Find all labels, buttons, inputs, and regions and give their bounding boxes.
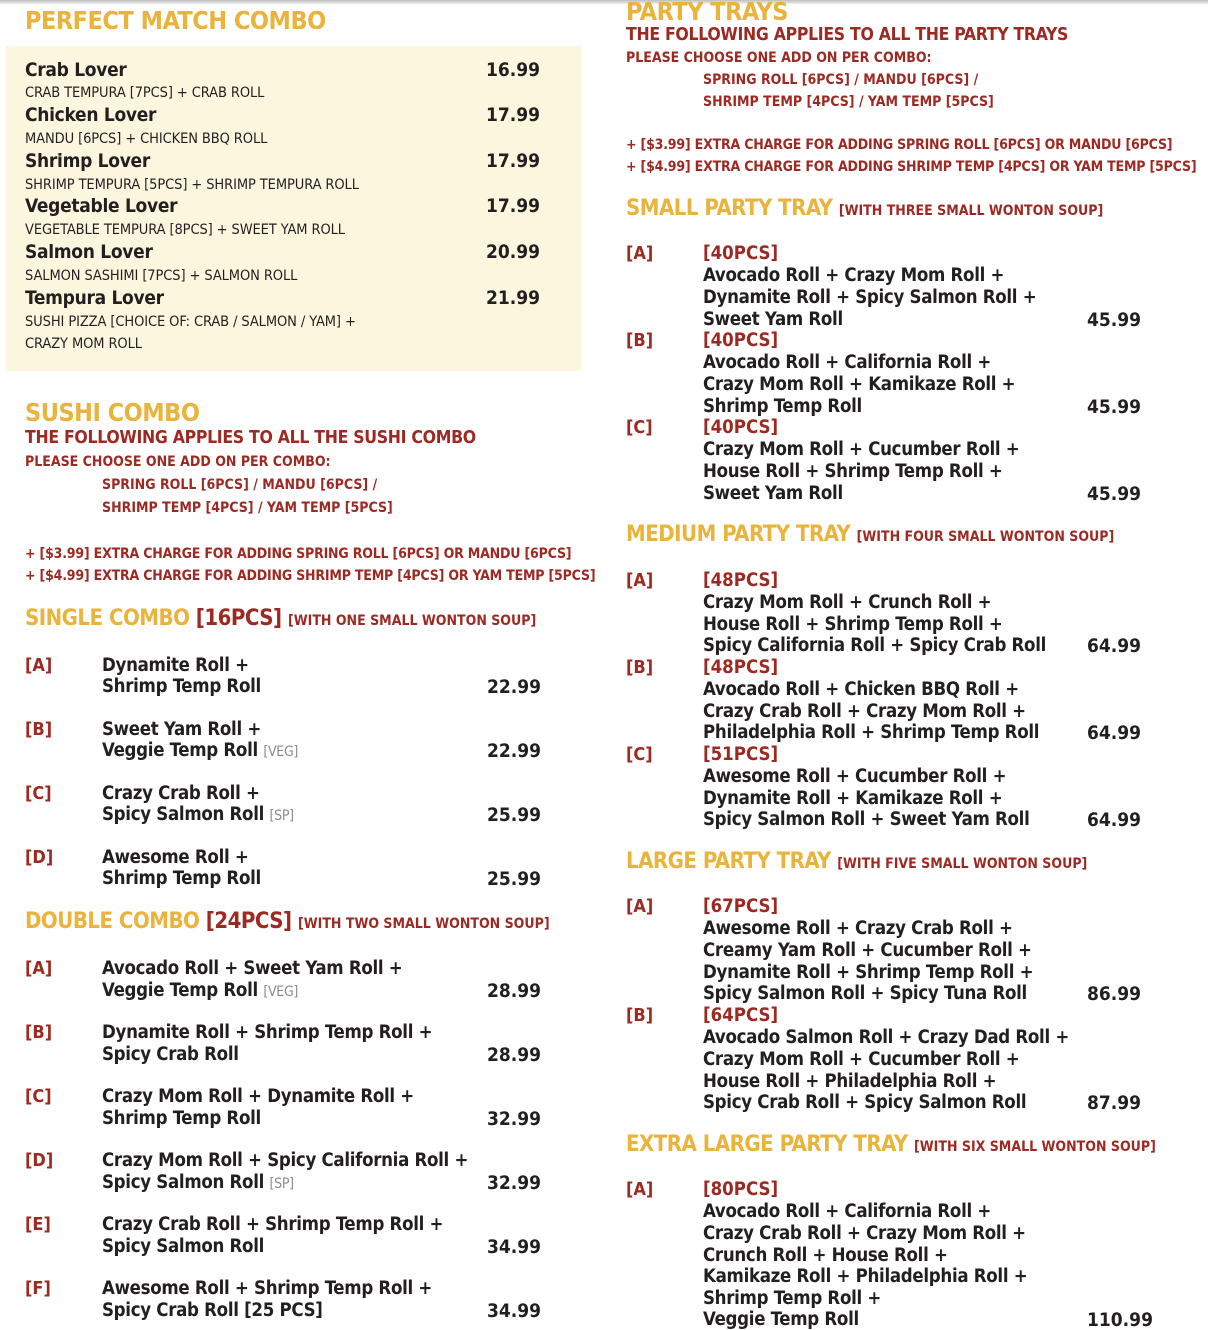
small-tray-title — [626, 196, 1103, 221]
tray-pcs: [40PCS] — [703, 330, 779, 351]
single-combo-label: SINGLE COMBO — [25, 606, 196, 631]
item-line — [102, 804, 294, 825]
party-trays-title: PARTY TRAYS — [626, 0, 788, 26]
tray-pcs: [48PCS] — [703, 570, 779, 591]
tray-pcs: [67PCS] — [703, 896, 779, 917]
tray-price: 45.99 — [1087, 396, 1142, 418]
tray-line: Dynamite Roll + Kamikaze Roll + — [703, 788, 1003, 809]
perfect-match-box — [6, 46, 581, 371]
item-line — [102, 980, 298, 1001]
item-letter: [D] — [25, 1150, 54, 1171]
combo-desc: SUSHI PIZZA [CHOICE OF: CRAB / SALMON / YAM] + — [25, 314, 356, 330]
tray-line: Sweet Yam Roll — [703, 309, 843, 330]
sushi-applies-note: THE FOLLOWING APPLIES TO ALL THE SUSHI COMBO — [25, 428, 476, 448]
tray-line: Spicy California Roll + Spicy Crab Roll — [703, 635, 1046, 656]
item-line — [102, 1172, 294, 1193]
tray-letter: [A] — [626, 570, 654, 591]
tray-line: House Roll + Philadelphia Roll + — [703, 1071, 997, 1092]
tray-price: 64.99 — [1087, 635, 1142, 657]
tray-price: 86.99 — [1087, 983, 1142, 1005]
tray-price: 110.99 — [1087, 1309, 1153, 1330]
item-line: Dynamite Roll + — [102, 655, 249, 676]
tray-line: Awesome Roll + Crazy Crab Roll + — [703, 918, 1013, 939]
tray-line: House Roll + Shrimp Temp Roll + — [703, 461, 1003, 482]
tray-line: Awesome Roll + Cucumber Roll + — [703, 766, 1007, 787]
veg-tag: [VEG] — [263, 744, 299, 760]
tray-line: Philadelphia Roll + Shrimp Temp Roll — [703, 722, 1040, 743]
combo-price: 16.99 — [486, 59, 541, 81]
item-price: 28.99 — [487, 1044, 542, 1066]
single-combo-pcs: [16PCS] — [195, 606, 282, 631]
tray-pcs: [40PCS] — [703, 243, 779, 264]
combo-desc: MANDU [6PCS] + CHICKEN BBQ ROLL — [25, 131, 268, 147]
tray-line: Avocado Roll + California Roll + — [703, 1201, 992, 1222]
tray-line: Avocado Roll + Chicken BBQ Roll + — [703, 679, 1019, 700]
item-line: Awesome Roll + Shrimp Temp Roll + — [102, 1278, 433, 1299]
item-line — [102, 740, 298, 761]
tray-line: Dynamite Roll + Shrimp Temp Roll + — [703, 962, 1034, 983]
tray-pcs: [48PCS] — [703, 657, 779, 678]
item-letter: [D] — [25, 847, 54, 868]
medium-tray-note: [WITH FOUR SMALL WONTON SOUP] — [856, 529, 1115, 545]
sushi-addon-options: SHRIMP TEMP [4PCS] / YAM TEMP [5PCS] — [102, 500, 393, 516]
combo-desc: CRAB TEMPURA [7PCS] + CRAB ROLL — [25, 85, 265, 101]
large-tray-note: [WITH FIVE SMALL WONTON SOUP] — [837, 856, 1088, 872]
tray-line: Shrimp Temp Roll — [703, 396, 862, 417]
tray-line: House Roll + Shrimp Temp Roll + — [703, 614, 1003, 635]
tray-letter: [C] — [626, 744, 653, 765]
tray-letter: [B] — [626, 657, 654, 678]
item-price: 34.99 — [487, 1236, 542, 1258]
sushi-extra-charge: + [$3.99] EXTRA CHARGE FOR ADDING SPRING ROLL [6PCS] OR MANDU [6PCS] — [25, 546, 572, 562]
combo-name: Crab Lover — [25, 59, 127, 81]
tray-line: Avocado Roll + Crazy Mom Roll + — [703, 265, 1005, 286]
item-letter: [E] — [25, 1214, 51, 1235]
item-line: Shrimp Temp Roll — [102, 1108, 261, 1129]
party-extra-charge: + [$3.99] EXTRA CHARGE FOR ADDING SPRING ROLL [6PCS] OR MANDU [6PCS] — [626, 137, 1173, 153]
tray-line: Spicy Crab Roll + Spicy Salmon Roll — [703, 1092, 1027, 1113]
tray-line: Spicy Salmon Roll + Spicy Tuna Roll — [703, 983, 1027, 1004]
tray-price: 64.99 — [1087, 722, 1142, 744]
right-column — [610, 0, 1208, 1330]
tray-letter: [B] — [626, 1005, 654, 1026]
combo-name: Shrimp Lover — [25, 150, 150, 172]
large-tray-title — [626, 849, 1087, 874]
tray-letter: [A] — [626, 1179, 654, 1200]
tray-line: Veggie Temp Roll — [703, 1309, 859, 1330]
item-line-text: Spicy Salmon Roll — [102, 1172, 270, 1193]
xl-tray-label: EXTRA LARGE PARTY TRAY — [626, 1132, 915, 1157]
item-line: Spicy Salmon Roll — [102, 1236, 264, 1257]
tray-pcs: [51PCS] — [703, 744, 779, 765]
single-combo-note: [WITH ONE SMALL WONTON SOUP] — [288, 613, 537, 629]
small-tray-label: SMALL PARTY TRAY — [626, 196, 839, 221]
item-line: Dynamite Roll + Shrimp Temp Roll + — [102, 1022, 433, 1043]
item-letter: [A] — [25, 958, 53, 979]
single-combo-title — [25, 606, 536, 631]
combo-price: 17.99 — [486, 150, 541, 172]
item-price: 34.99 — [487, 1300, 542, 1322]
combo-name: Chicken Lover — [25, 104, 157, 126]
item-line: Crazy Mom Roll + Spicy California Roll + — [102, 1150, 469, 1171]
item-price: 25.99 — [487, 868, 542, 890]
sushi-addon-options: SPRING ROLL [6PCS] / MANDU [6PCS] / — [102, 477, 378, 493]
tray-line: Crazy Mom Roll + Kamikaze Roll + — [703, 374, 1016, 395]
item-line-text: Veggie Temp Roll — [102, 980, 264, 1001]
tray-line: Dynamite Roll + Spicy Salmon Roll + — [703, 287, 1037, 308]
combo-desc: CRAZY MOM ROLL — [25, 336, 142, 352]
tray-letter: [A] — [626, 243, 654, 264]
double-combo-title — [25, 909, 550, 934]
perfect-match-title: PERFECT MATCH COMBO — [25, 6, 326, 35]
tray-line: Sweet Yam Roll — [703, 483, 843, 504]
tray-line: Crazy Mom Roll + Crunch Roll + — [703, 592, 992, 613]
medium-tray-title — [626, 522, 1114, 547]
combo-price: 20.99 — [486, 241, 541, 263]
sushi-combo-title: SUSHI COMBO — [25, 398, 200, 427]
tray-line: Spicy Salmon Roll + Sweet Yam Roll — [703, 809, 1030, 830]
item-letter: [C] — [25, 783, 52, 804]
double-combo-label: DOUBLE COMBO — [25, 909, 206, 934]
item-line: Crazy Crab Roll + — [102, 783, 260, 804]
item-line: Shrimp Temp Roll — [102, 868, 261, 889]
spicy-tag: [SP] — [269, 1176, 294, 1192]
item-price: 32.99 — [487, 1172, 542, 1194]
tray-pcs: [80PCS] — [703, 1179, 779, 1200]
combo-price: 21.99 — [486, 287, 541, 309]
medium-tray-label: MEDIUM PARTY TRAY — [626, 522, 857, 547]
item-letter: [A] — [25, 655, 53, 676]
item-price: 25.99 — [487, 804, 542, 826]
item-price: 28.99 — [487, 980, 542, 1002]
tray-price: 87.99 — [1087, 1092, 1142, 1114]
double-combo-note: [WITH TWO SMALL WONTON SOUP] — [298, 916, 550, 932]
item-line: Spicy Crab Roll [25 PCS] — [102, 1300, 323, 1321]
small-tray-note: [WITH THREE SMALL WONTON SOUP] — [838, 203, 1104, 219]
item-line: Crazy Crab Roll + Shrimp Temp Roll + — [102, 1214, 444, 1235]
item-letter: [C] — [25, 1086, 52, 1107]
item-line: Spicy Crab Roll — [102, 1044, 239, 1065]
combo-desc: SHRIMP TEMPURA [5PCS] + SHRIMP TEMPURA ROLL — [25, 177, 359, 193]
combo-price: 17.99 — [486, 104, 541, 126]
veg-tag: [VEG] — [263, 984, 299, 1000]
spicy-tag: [SP] — [269, 808, 294, 824]
item-line-text: Veggie Temp Roll — [102, 740, 264, 761]
tray-line: Crazy Mom Roll + Cucumber Roll + — [703, 439, 1020, 460]
tray-line: Creamy Yam Roll + Cucumber Roll + — [703, 940, 1032, 961]
xl-tray-note: [WITH SIX SMALL WONTON SOUP] — [914, 1139, 1156, 1155]
tray-letter: [B] — [626, 330, 654, 351]
party-addon-options: SPRING ROLL [6PCS] / MANDU [6PCS] / — [703, 72, 979, 88]
party-applies-note: THE FOLLOWING APPLIES TO ALL THE PARTY TRAYS — [626, 25, 1069, 45]
tray-pcs: [64PCS] — [703, 1005, 779, 1026]
xl-tray-title — [626, 1132, 1156, 1157]
item-line: Awesome Roll + — [102, 847, 249, 868]
item-price: 32.99 — [487, 1108, 542, 1130]
tray-line: Crazy Mom Roll + Cucumber Roll + — [703, 1049, 1020, 1070]
double-combo-pcs: [24PCS] — [205, 909, 292, 934]
item-line: Avocado Roll + Sweet Yam Roll + — [102, 958, 403, 979]
item-letter: [F] — [25, 1278, 51, 1299]
item-line: Crazy Mom Roll + Dynamite Roll + — [102, 1086, 414, 1107]
tray-price: 64.99 — [1087, 809, 1142, 831]
tray-line: Avocado Roll + California Roll + — [703, 352, 992, 373]
tray-price: 45.99 — [1087, 483, 1142, 505]
combo-desc: VEGETABLE TEMPURA [8PCS] + SWEET YAM ROLL — [25, 222, 345, 238]
sushi-extra-charge: + [$4.99] EXTRA CHARGE FOR ADDING SHRIMP TEMP [4PCS] OR YAM TEMP [5PCS] — [25, 568, 596, 584]
large-tray-label: LARGE PARTY TRAY — [626, 849, 838, 874]
item-line: Sweet Yam Roll + — [102, 719, 261, 740]
combo-desc: SALMON SASHIMI [7PCS] + SALMON ROLL — [25, 268, 298, 284]
combo-price: 17.99 — [486, 195, 541, 217]
item-price: 22.99 — [487, 740, 542, 762]
tray-pcs: [40PCS] — [703, 417, 779, 438]
tray-line: Shrimp Temp Roll + — [703, 1288, 882, 1309]
item-line: Shrimp Temp Roll — [102, 676, 261, 697]
item-letter: [B] — [25, 719, 53, 740]
combo-name: Salmon Lover — [25, 241, 153, 263]
combo-name: Vegetable Lover — [25, 195, 178, 217]
party-extra-charge: + [$4.99] EXTRA CHARGE FOR ADDING SHRIMP TEMP [4PCS] OR YAM TEMP [5PCS] — [626, 159, 1197, 175]
sushi-choose-note: PLEASE CHOOSE ONE ADD ON PER COMBO: — [25, 454, 331, 470]
tray-line: Crazy Crab Roll + Crazy Mom Roll + — [703, 701, 1026, 722]
tray-line: Kamikaze Roll + Philadelphia Roll + — [703, 1266, 1028, 1287]
item-line-text: Spicy Salmon Roll — [102, 804, 270, 825]
party-choose-note: PLEASE CHOOSE ONE ADD ON PER COMBO: — [626, 50, 932, 66]
item-letter: [B] — [25, 1022, 53, 1043]
tray-letter: [C] — [626, 417, 653, 438]
combo-name: Tempura Lover — [25, 287, 164, 309]
party-addon-options: SHRIMP TEMP [4PCS] / YAM TEMP [5PCS] — [703, 94, 994, 110]
item-price: 22.99 — [487, 676, 542, 698]
tray-line: Crazy Crab Roll + Crazy Mom Roll + — [703, 1223, 1026, 1244]
tray-line: Crunch Roll + House Roll + — [703, 1245, 948, 1266]
tray-letter: [A] — [626, 896, 654, 917]
tray-line: Avocado Salmon Roll + Crazy Dad Roll + — [703, 1027, 1069, 1048]
tray-price: 45.99 — [1087, 309, 1142, 331]
